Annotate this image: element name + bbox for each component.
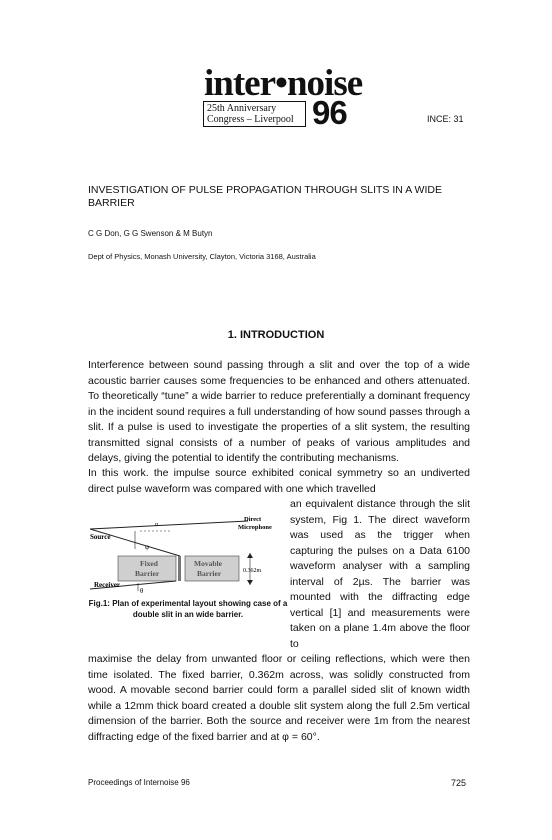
fixed-barrier-label-2: Barrier bbox=[135, 569, 160, 578]
intro-paragraph-1: Interference between sound passing through a slit and over the top of a wide acoustic barrier causes some frequencies to be enhanced and others attenuated. To theoretically “tune” a wide barrier to reduce preferentially a dominant frequency in the incident sound requires a full understanding of how sound passes through a slit. If a pulse is used to investigate the properties of a slit system, the resulting transmitted signal consists of a number of peaks of various amplitudes and delays, giving the potential to identify the contributing mechanisms. bbox=[88, 359, 470, 464]
conference-logo-wordmark: inter•noise bbox=[204, 63, 363, 104]
phi-label: φ bbox=[145, 543, 150, 551]
microphone-label: Microphone bbox=[238, 524, 272, 531]
intro-paragraph-2-wrapped: an equivalent distance through the slit system, Fig 1. The direct waveform was used as the trigger when capturing the pulses on a Data 6100 waveform analyser with a sampling interval of 2µs. The barrier was mounted with the diffracting edge vertical [1] and measurements were taken on a plane 1.4m above the floor to bbox=[290, 498, 470, 650]
fixed-barrier-label-1: Fixed bbox=[140, 559, 158, 568]
ince-code: INCE: 31 bbox=[427, 114, 464, 124]
movable-barrier-label-2: Barrier bbox=[197, 569, 222, 578]
paper-title: INVESTIGATION OF PULSE PROPAGATION THROUGH SLITS IN A WIDE BARRIER bbox=[88, 184, 442, 209]
paper-affiliation: Dept of Physics, Monash University, Clayton, Victoria 3168, Australia bbox=[88, 252, 316, 261]
section-heading: 1. INTRODUCTION bbox=[227, 329, 325, 341]
receiver-label: Receiver bbox=[94, 581, 121, 589]
dimension-arrow-up bbox=[247, 553, 253, 558]
slit-board bbox=[178, 556, 181, 581]
theta-label: θ bbox=[140, 587, 144, 595]
footer-proceedings: Proceedings of Internoise 96 bbox=[88, 778, 190, 787]
figure-1-caption: Fig.1: Plan of experimental layout showing case of a double slit in an wide barrier. bbox=[88, 599, 288, 619]
direct-label: Direct bbox=[244, 516, 262, 523]
logo-congress-text: Congress – Liverpool bbox=[207, 114, 294, 125]
paper-authors: C G Don, G G Swenson & M Butyn bbox=[88, 229, 213, 238]
dimension-label: 0.362m bbox=[243, 568, 262, 574]
logo-anniversary-text: 25th Anniversary bbox=[207, 103, 277, 114]
movable-barrier-label-1: Movable bbox=[194, 559, 222, 568]
alpha-label: α bbox=[155, 522, 159, 528]
dimension-arrow-down bbox=[247, 580, 253, 585]
source-label: Source bbox=[90, 533, 111, 541]
intro-paragraph-2-continued: maximise the delay from unwanted floor or ceiling reflections, which were then time isolated. The fixed barrier, 0.362m across, was solidly constructed from wood. A movable second barrier could form a parallel sided slit of known width while a 12mm thick board created a double slit system along the full 2.5m vertical dimension of the barrier. Both the source and receiver were 1m from the nearest diffracting edge of the fixed barrier and at φ = 60°. bbox=[88, 653, 470, 743]
intro-paragraph-2-full: In this work. the impulse source exhibited conical symmetry so an undiverted direct pulse waveform was compared with one which travelled bbox=[88, 467, 470, 495]
conference-logo-year: 96 bbox=[312, 94, 347, 131]
conference-logo-box bbox=[203, 101, 306, 127]
page-number: 725 bbox=[451, 778, 467, 788]
direct-ray-line bbox=[90, 521, 248, 529]
